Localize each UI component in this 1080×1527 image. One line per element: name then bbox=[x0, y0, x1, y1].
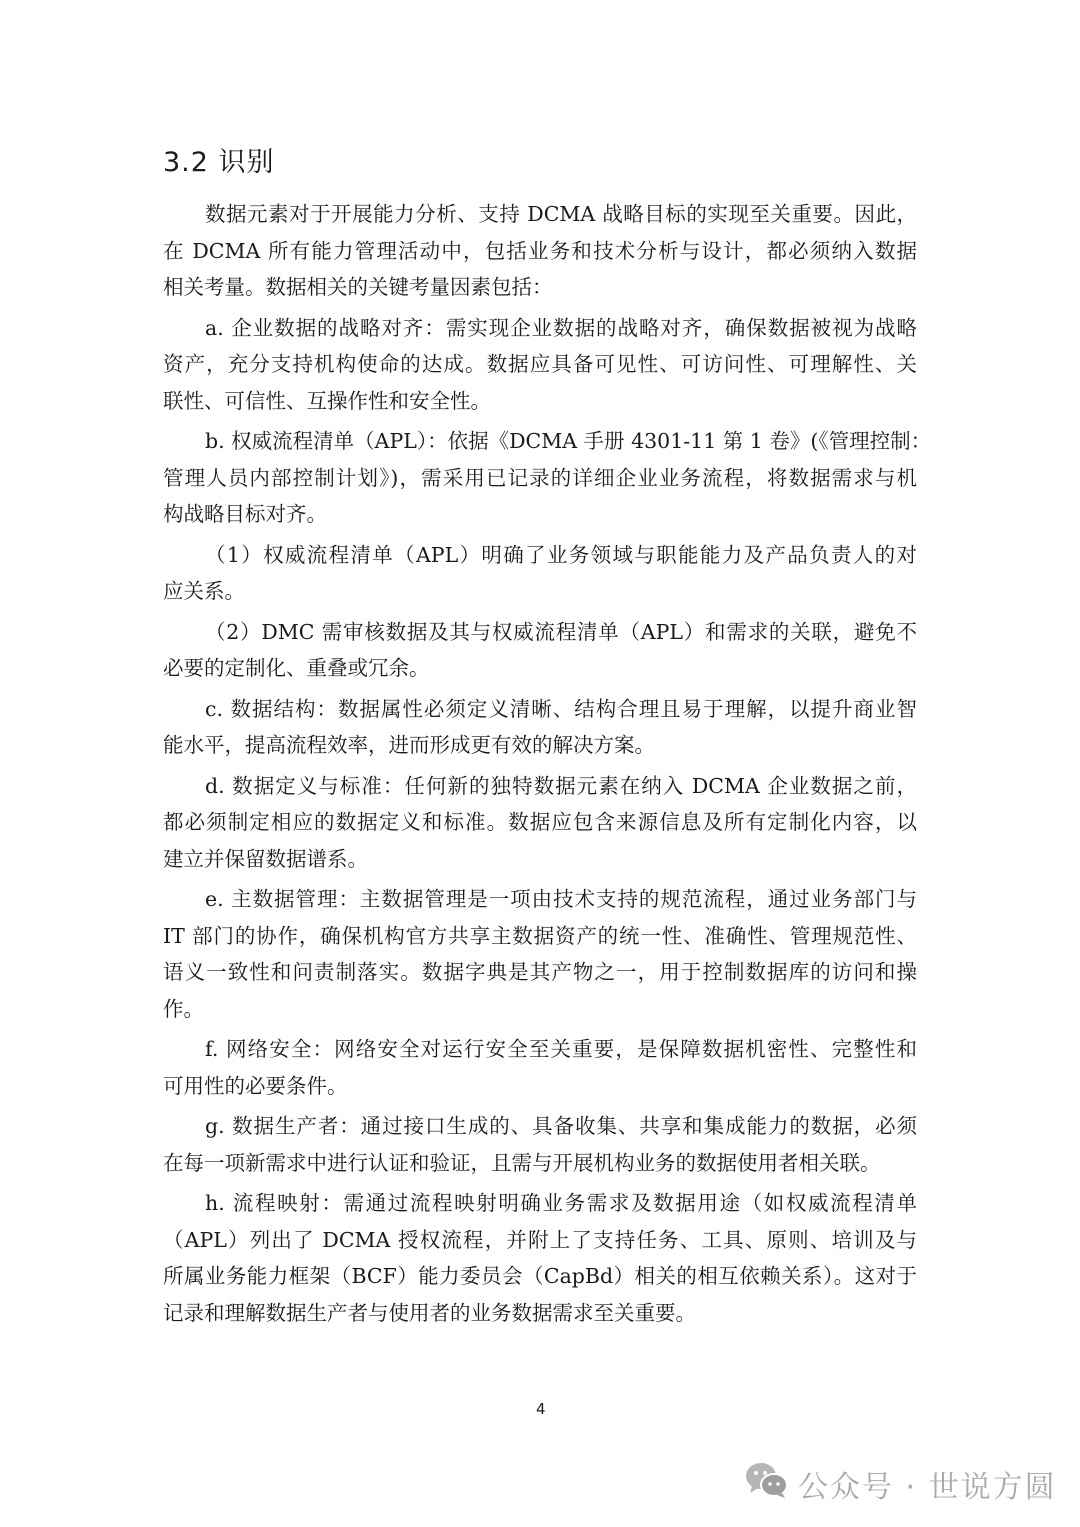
paragraph bbox=[163, 691, 917, 764]
text-line: e. 主数据管理：主数据管理是一项由技术支持的规范流程，通过业务部门与 bbox=[205, 887, 917, 911]
text-line: g. 数据生产者：通过接口生成的、具备收集、共享和集成能力的数据，必须 bbox=[205, 1114, 917, 1138]
text-line: h. 流程映射：需通过流程映射明确业务需求及数据用途（如权威流程清单 bbox=[205, 1191, 917, 1215]
text-line: 可用性的必要条件。 bbox=[163, 1073, 348, 1098]
paragraph bbox=[163, 768, 917, 878]
text-line: f. 网络安全：网络安全对运行安全至关重要，是保障数据机密性、完整性和 bbox=[205, 1037, 917, 1061]
text-line: 资产，充分支持机构使命的达成。数据应具备可见性、可访问性、可理解性、关 bbox=[163, 352, 917, 376]
text-line: 在每一项新需求中进行认证和验证，且需与开展机构业务的数据使用者相关联。 bbox=[163, 1150, 881, 1175]
watermark bbox=[744, 1460, 1057, 1508]
paragraph bbox=[163, 423, 932, 533]
text-line: （APL）列出了 DCMA 授权流程，并附上了支持任务、工具、原则、培训及与 bbox=[163, 1227, 917, 1252]
text-line: 能水平，提高流程效率，进而形成更有效的解决方案。 bbox=[163, 733, 655, 757]
section-heading: 3.2 识别 bbox=[163, 147, 275, 178]
paragraph bbox=[163, 196, 917, 306]
text-line: 应关系。 bbox=[163, 579, 245, 603]
paragraph bbox=[163, 1031, 917, 1104]
text-line: a. 企业数据的战略对齐：需实现企业数据的战略对齐，确保数据被视为战略 bbox=[205, 315, 917, 340]
text-line: （1）权威流程清单（APL）明确了业务领域与职能能力及产品负责人的对 bbox=[205, 542, 917, 567]
text-line: 联性、可信性、互操作性和安全性。 bbox=[163, 388, 491, 413]
paragraph bbox=[163, 310, 917, 420]
text-line: 语义一致性和问责制落实。数据字典是其产物之一，用于控制数据库的访问和操 bbox=[163, 960, 917, 984]
text-line: c. 数据结构：数据属性必须定义清晰、结构合理且易于理解，以提升商业智 bbox=[205, 696, 917, 721]
wechat-icon bbox=[744, 1460, 790, 1508]
text-line: 必要的定制化、重叠或冗余。 bbox=[163, 656, 430, 680]
paragraph bbox=[163, 537, 917, 610]
text-line: IT 部门的协作，确保机构官方共享主数据资产的统一性、准确性、管理规范性、 bbox=[163, 923, 917, 948]
watermark-text: 公众号 · 世说方圆 bbox=[798, 1470, 1057, 1505]
text-line: d. 数据定义与标准：任何新的独特数据元素在纳入 DCMA 企业数据之前， bbox=[205, 773, 917, 798]
text-line: 在 DCMA 所有能力管理活动中，包括业务和技术分析与设计，都必须纳入数据 bbox=[163, 238, 917, 263]
paragraph bbox=[163, 881, 917, 1027]
text-line: 作。 bbox=[163, 996, 204, 1021]
text-line: 数据元素对于开展能力分析、支持 DCMA 战略目标的实现至关重要。因此， bbox=[205, 202, 917, 226]
text-line: （2）DMC 需审核数据及其与权威流程清单（APL）和需求的关联，避免不 bbox=[205, 619, 917, 644]
text-line: b. 权威流程清单（APL）：依据《DCMA 手册 4301-11 第 1 卷》(《管理控制： bbox=[205, 429, 932, 453]
document-body bbox=[163, 196, 932, 1335]
paragraph bbox=[163, 1108, 917, 1181]
text-line: 建立并保留数据谱系。 bbox=[163, 846, 368, 871]
text-line: 所属业务能力框架（BCF）能力委员会（CapBd）相关的相互依赖关系）。这对于 bbox=[163, 1264, 917, 1288]
text-line: 管理人员内部控制计划》)，需采用已记录的详细企业业务流程，将数据需求与机 bbox=[163, 465, 917, 490]
text-line: 相关考量。数据相关的关键考量因素包括： bbox=[163, 275, 553, 299]
paragraph bbox=[163, 614, 917, 687]
page-number: 4 bbox=[536, 1400, 546, 1418]
text-line: 都必须制定相应的数据定义和标准。数据应包含来源信息及所有定制化内容，以 bbox=[163, 810, 917, 834]
paragraph bbox=[163, 1185, 917, 1331]
text-line: 构战略目标对齐。 bbox=[163, 502, 327, 526]
text-line: 记录和理解数据生产者与使用者的业务数据需求至关重要。 bbox=[163, 1300, 696, 1325]
